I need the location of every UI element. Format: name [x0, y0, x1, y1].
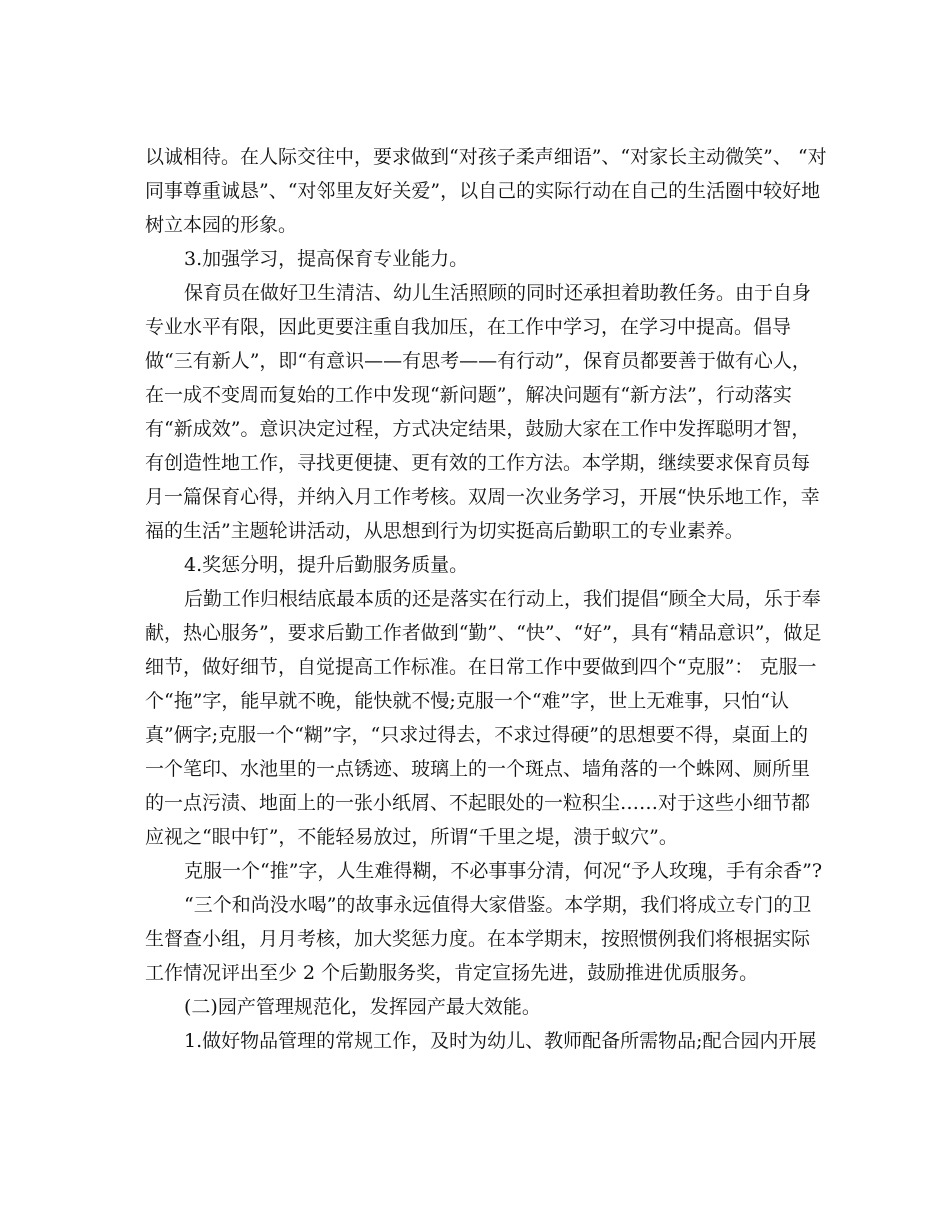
text-line: 专业水平有限，因此更要注重自我加压，在工作中学习，在学习中提高。倡导 — [145, 316, 792, 338]
text-line: 工作情况评出至少 2 个后勤服务奖，肯定宣扬先进，鼓励推进优质服务。 — [145, 962, 759, 984]
text-line: (二)园产管理规范化，发挥园产最大效能。 — [184, 996, 541, 1018]
text-line: 在一成不变周而复始的工作中发现“新问题”，解决问题有“新方法”，行动落实 — [145, 384, 792, 406]
text-line: 月一篇保育心得，并纳入月工作考核。双周一次业务学习，开展“快乐地工作，幸 — [145, 486, 820, 508]
text-line: 做“三有新人”，即“有意识——有思考——有行动”，保育员都要善于做有心人， — [145, 350, 811, 372]
text-line: 以诚相待。在人际交往中，要求做到“对孩子柔声细语”、“对家长主动微笑”、 “对 — [145, 146, 827, 168]
text-line: 应视之“眼中钉”，不能轻易放过，所谓“千里之堤，溃于蚁穴”。 — [145, 826, 678, 848]
text-line: 的一点污渍、地面上的一张小纸屑、不起眼处的一粒积尘……对于这些小细节都 — [145, 792, 811, 814]
document-body — [145, 140, 827, 1058]
text-line: 同事尊重诚恳”、“对邻里友好关爱”，以自己的实际行动在自己的生活圈中较好地 — [145, 180, 821, 202]
text-line: 3.加强学习，提高保育专业能力。 — [184, 248, 469, 270]
text-line: 献，热心服务”，要求后勤工作者做到“勤”、“快”、“好”，具有“精品意识”，做足 — [145, 622, 822, 644]
text-line: 4.奖惩分明，提升后勤服务质量。 — [184, 554, 469, 576]
text-line: “三个和尚没水喝”的故事永远值得大家借鉴。本学期，我们将成立专门的卫 — [184, 894, 812, 916]
text-line: 克服一个“推”字，人生难得糊，不必事事分清，何况“予人玫瑰，手有余香”? — [184, 860, 823, 882]
text-line: 一个笔印、水池里的一点锈迹、玻璃上的一个斑点、墙角落的一个蛛网、厕所里 — [145, 758, 811, 780]
text-line: 个“拖”字，能早就不晚，能快就不慢;克服一个“难”字，世上无难事，只怕“认 — [145, 690, 789, 712]
text-line: 保育员在做好卫生清洁、幼儿生活照顾的同时还承担着助教任务。由于自身 — [184, 282, 812, 304]
text-line: 生督查小组，月月考核，加大奖惩力度。在本学期末，按照惯例我们将根据实际 — [145, 928, 811, 950]
text-line: 有“新成效”。意识决定过程，方式决定结果，鼓励大家在工作中发挥聪明才智， — [145, 418, 811, 440]
text-line: 真”俩字;克服一个“糊”字，“只求过得去，不求过得硬”的思想要不得，桌面上的 — [145, 724, 808, 746]
text-line: 福的生活”主题轮讲活动，从思想到行为切实挺高后勤职工的专业素养。 — [145, 520, 744, 542]
text-line: 细节，做好细节，自觉提高工作标准。在日常工作中要做到四个“克服”： 克服一 — [145, 656, 817, 678]
text-line: 后勤工作归根结底最本质的还是落实在行动上，我们提倡“顾全大局，乐于奉 — [184, 588, 821, 610]
text-line: 有创造性地工作，寻找更便捷、更有效的工作方法。本学期，继续要求保育员每 — [145, 452, 811, 474]
text-line: 树立本园的形象。 — [145, 214, 298, 236]
text-line: 1.做好物品管理的常规工作，及时为幼儿、教师配备所需物品;配合园内开展 — [184, 1030, 817, 1052]
